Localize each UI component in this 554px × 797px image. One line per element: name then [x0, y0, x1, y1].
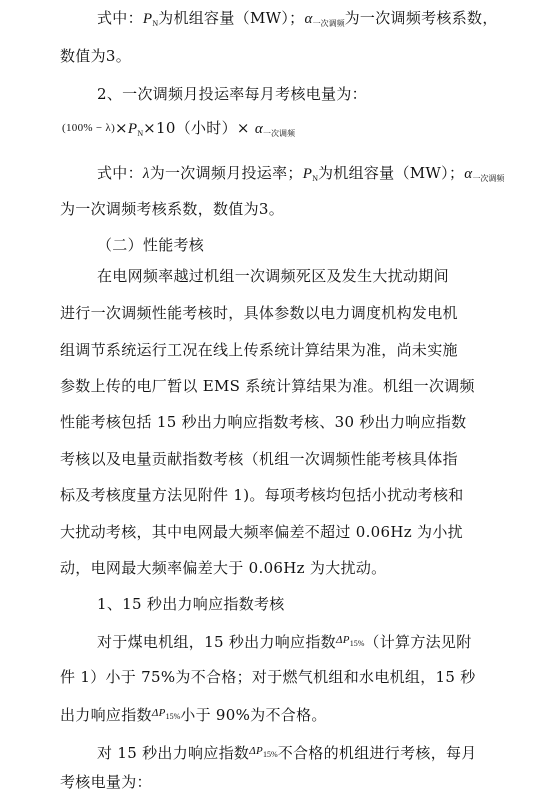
text-line: 进行一次调频性能考核时，具体参数以电力调度机构发电机 — [60, 304, 458, 322]
formula-term: ×10（小时）× — [143, 119, 250, 137]
text-span: 式中： — [97, 164, 143, 182]
text-span: 对 15 秒出力响应指数 — [97, 744, 250, 762]
formula-term: (100% − λ) — [62, 122, 116, 134]
text-line: 在电网频率越过机组一次调频死区及发生大扰动期间 — [97, 267, 449, 285]
text-line: 参数上传的电厂暂以 EMS 系统计算结果为准。机组一次调频 — [60, 377, 475, 395]
text-line: 2、一次调频月投运率每月考核电量为： — [97, 85, 367, 103]
text-line: 为一次调频考核系数，数值为3。 — [60, 200, 285, 218]
text-span: 出力响应指数 — [60, 706, 152, 724]
pn-symbol: $P_N$ — [142, 11, 159, 28]
text-span: 为一次调频月投运率； — [149, 164, 303, 182]
section-subheading: 1、15 秒出力响应指数考核 — [97, 595, 285, 613]
text-span: 为机组容量（MW）； — [158, 9, 305, 27]
text-line — [97, 163, 504, 189]
text-line: 考核以及电量贡献指数考核（机组一次调频性能考核具体指 — [60, 450, 458, 468]
text-line: 大扰动考核，其中电网最大频率偏差不超过 0.06Hz 为小扰 — [60, 523, 463, 541]
formula-line — [62, 118, 295, 144]
text-line — [97, 630, 472, 654]
text-span: 对于煤电机组，15 秒出力响应指数 — [97, 633, 336, 651]
alpha-symbol: $\alpha_{一次调频}$ — [304, 11, 345, 28]
text-line: 动，电网最大频率偏差大于 0.06Hz 为大扰动。 — [60, 559, 387, 577]
text-span: 小于 90%为不合格。 — [180, 706, 327, 724]
pn-symbol: $P_N$ — [127, 121, 144, 138]
text-line — [97, 741, 477, 765]
delta-p-symbol: ΔP15% — [151, 707, 181, 721]
text-line — [60, 703, 327, 727]
text-line: 性能考核包括 15 秒出力响应指数考核、30 秒出力响应指数 — [60, 413, 467, 431]
alpha-symbol: $\alpha_{一次调频}$ — [254, 121, 296, 138]
lambda-symbol: λ — [142, 166, 150, 182]
text-line: 件 1）小于 75%为不合格；对于燃气机组和水电机组，15 秒 — [60, 668, 476, 686]
text-line: 考核电量为： — [60, 773, 152, 791]
delta-p-symbol: ΔP15% — [335, 634, 365, 648]
text-line: 组调节系统运行工况在线上传系统计算结果为准，尚未实施 — [60, 341, 458, 359]
text-span: 为一次调频考核系数， — [344, 9, 498, 27]
times-symbol: × — [115, 119, 128, 137]
text-span: 式中： — [97, 9, 143, 27]
text-span: 为机组容量（MW）； — [317, 164, 465, 182]
delta-p-symbol: ΔP15% — [249, 745, 278, 759]
text-span: 不合格的机组进行考核，每月 — [277, 744, 477, 762]
text-line: 标及考核度量方法见附件 1)。每项考核均包括小扰动考核和 — [60, 486, 464, 504]
pn-symbol: $P_N$ — [302, 166, 318, 183]
text-line: 数值为3。 — [60, 47, 132, 65]
alpha-symbol: $\alpha_{一次调频}$ — [464, 166, 505, 183]
text-line — [97, 8, 498, 34]
section-heading: （二）性能考核 — [97, 236, 205, 254]
text-span: （计算方法见附 — [364, 633, 472, 651]
